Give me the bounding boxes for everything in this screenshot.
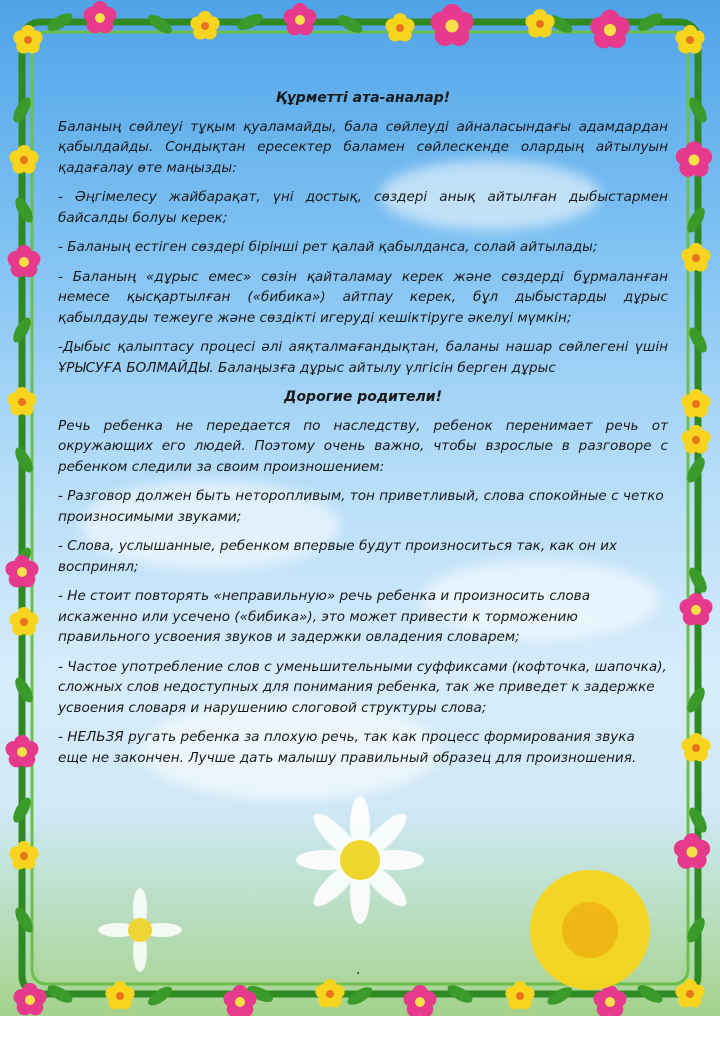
ru-paragraph-5: - Частое употребление слов с уменьшительными суффиксами (кофточка, шапочка), сложных слов недоступных для понимания ребенка, так же приведет к задержке усвоения словаря и нарушению слоговой структуры слова; <box>58 658 667 716</box>
ru-paragraph-2: - Разговор должен быть неторопливым, тон приветливый, слова спокойные с четко произносимыми звуками; <box>58 488 664 525</box>
kz-paragraph-2: - Әңгімелесу жайбарақат, үні достық, сөздері анық айтылған дыбыстармен байсалды болуы керек; <box>58 189 668 226</box>
ru-paragraph-3: - Слова, услышанные, ребенком впервые будут произноситься так, как он их воспринял; <box>58 538 617 575</box>
bottom-margin <box>0 1016 720 1040</box>
ru-paragraph-1: Речь ребенка не передается по наследству, ребенок перенимает речь от окружающих его людей. Поэтому очень важно, чтобы взрослые в разговоре с ребенком следили за своим произношением: <box>58 417 668 475</box>
daisy-icon <box>98 888 182 972</box>
kz-paragraph-5: -Дыбыс қалыптасу процесі әлі аяқталмағандықтан, баланы нашар сөйлегені үшін ҰРЫСУҒА БОЛМАЙДЫ. Балаңызға дұрыс айтылу үлгісін берген дұрыс <box>58 339 668 376</box>
sun-yellow-flower-icon <box>530 870 650 990</box>
kz-paragraph-4: - Баланың «дұрыс емес» сөзін қайталамау керек және сөздерді бұрмаланған немесе қысқартылған («бибика») айтпау керек, бұл дыбыстарды дұрыс қабылдауды тежеуге және сөздікті игеруді кешіктіруге әкелуі мүмкін; <box>58 268 668 326</box>
ru-paragraph-6: - НЕЛЬЗЯ ругать ребенка за плохую речь, так как процесс формирования звука еще не закончен. Лучше дать малышу правильный образец для произношения. <box>58 729 637 766</box>
flyer-text <box>58 88 668 777</box>
kz-paragraph-3: - Баланың естіген сөздері бірінші рет қалай қабылданса, солай айтылады; <box>58 239 598 255</box>
daisy-icon <box>296 796 424 924</box>
ru-paragraph-4: - Не стоит повторять «неправильную» речь ребенка и произносить слова искаженно или усечено («бибика»), это может привести к торможению правильного усвоения звуков и задержки овладения словарем; <box>58 588 591 645</box>
footer-dot: . <box>356 962 361 978</box>
kz-paragraph-1: Баланың сөйлеуі тұқым қуаламайды, бала сөйлеуді айналасындағы адамдардан қабылдайды. Сондықтан ересектер баламен сөйлескенде олардың айтылуын қадағалау өте маңызды: <box>58 118 668 176</box>
kz-title: Құрметті ата-аналар! <box>275 90 451 106</box>
ru-title: Дорогие родители! <box>283 389 443 405</box>
